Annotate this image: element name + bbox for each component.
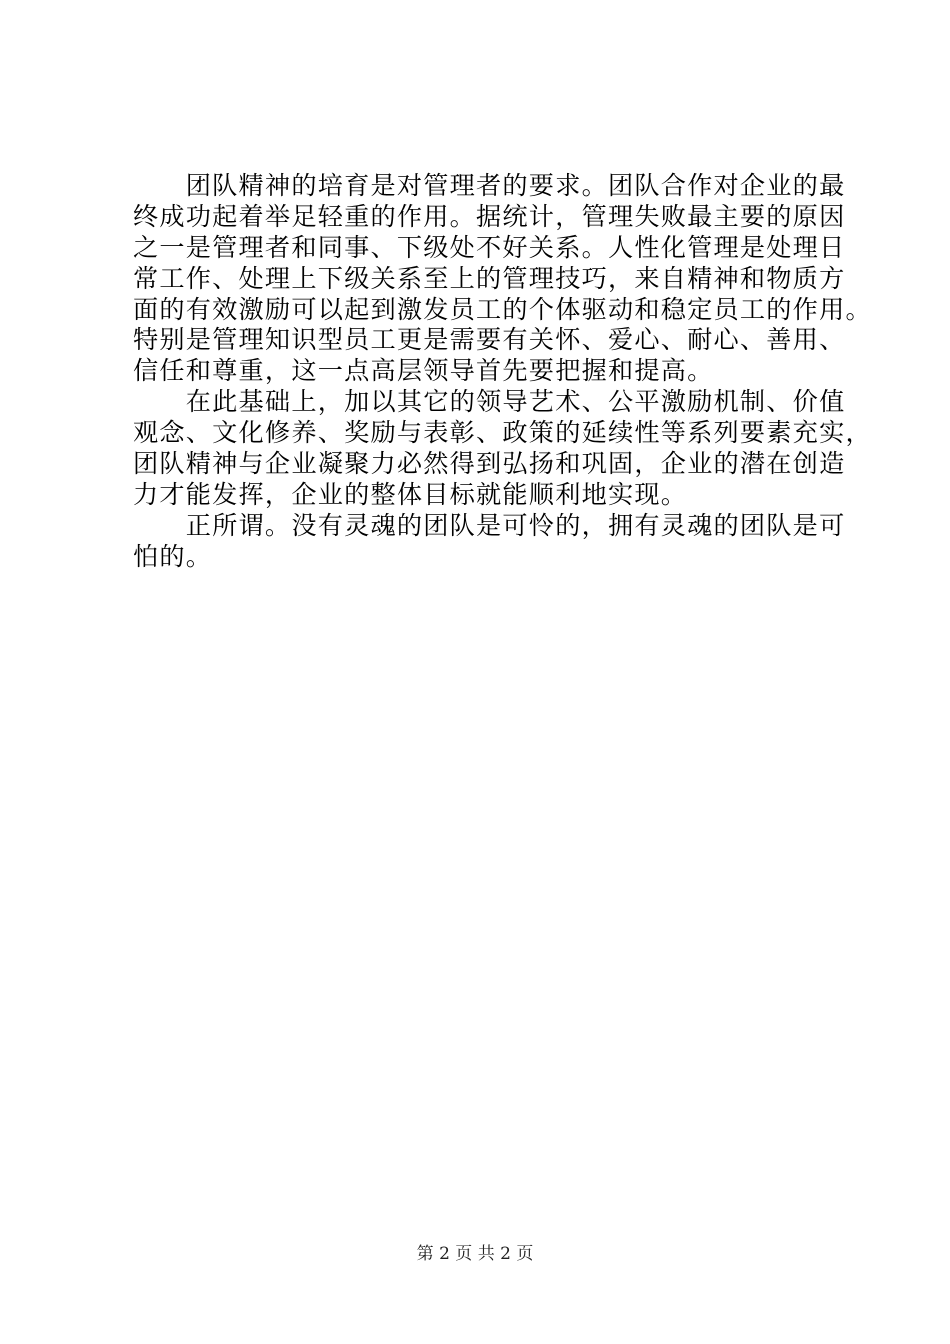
text-line: 之一是管理者和同事、下级处不好关系。人性化管理是处理日 xyxy=(133,232,846,262)
page-footer: 第 2 页 共 2 页 xyxy=(416,1244,534,1264)
text-line: 在此基础上，加以其它的领导艺术、公平激励机制、价值 xyxy=(133,387,846,417)
text-line: 力才能发挥，企业的整体目标就能顺利地实现。 xyxy=(133,479,688,509)
text-line: 怕的。 xyxy=(133,541,213,571)
text-line: 终成功起着举足轻重的作用。据统计，管理失败最主要的原因 xyxy=(133,201,846,231)
text-line: 观念、文化修养、奖励与表彰、政策的延续性等系列要素充实， xyxy=(133,418,872,448)
text-line: 信任和尊重，这一点高层领导首先要把握和提高。 xyxy=(133,356,714,386)
text-line: 团队精神的培育是对管理者的要求。团队合作对企业的最 xyxy=(133,171,846,200)
text-line: 面的有效激励可以起到激发员工的个体驱动和稳定员工的作用。 xyxy=(133,294,872,324)
text-line: 正所谓。没有灵魂的团队是可怜的，拥有灵魂的团队是可 xyxy=(133,510,846,540)
text-line: 常工作、处理上下级关系至上的管理技巧，来自精神和物质方 xyxy=(133,263,846,293)
text-line: 特别是管理知识型员工更是需要有关怀、爱心、耐心、善用、 xyxy=(133,325,846,355)
body-text xyxy=(133,171,872,573)
text-line: 团队精神与企业凝聚力必然得到弘扬和巩固，企业的潜在创造 xyxy=(133,449,846,479)
